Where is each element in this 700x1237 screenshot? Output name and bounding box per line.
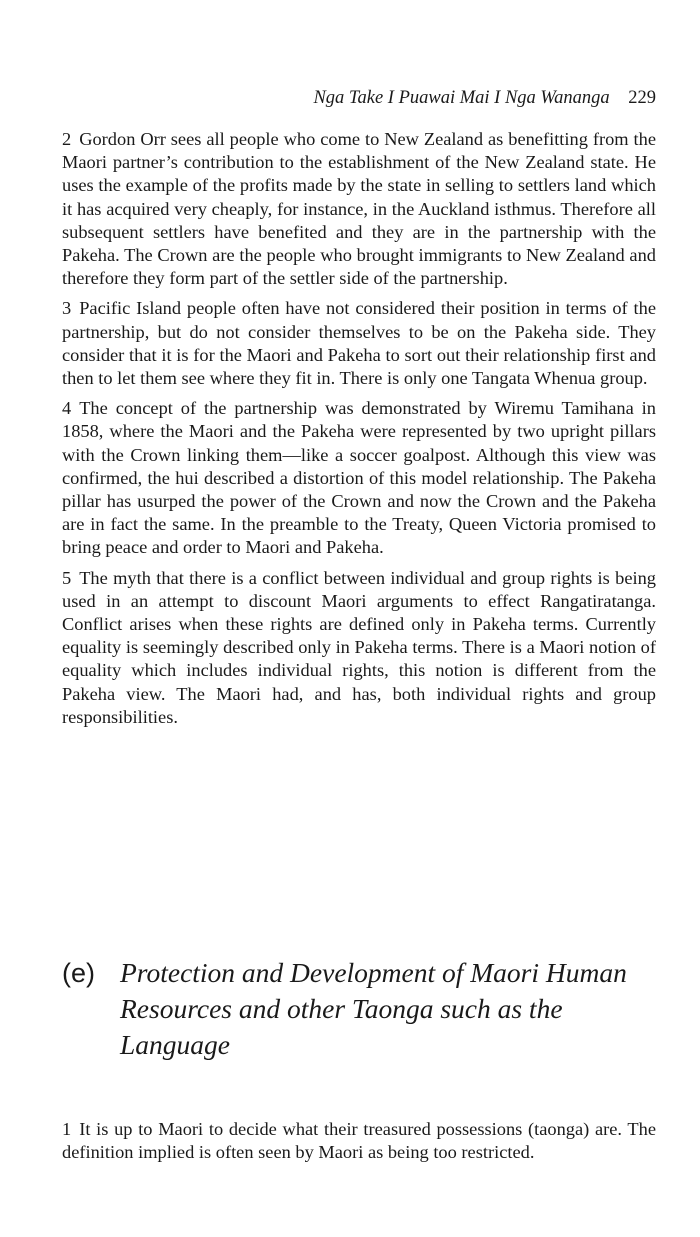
paragraph-number: 4 xyxy=(62,398,72,419)
paragraph-number: 5 xyxy=(62,567,72,588)
paragraph-text: The myth that there is a conflict between individual and group rights is being used in an attempt to discount Maori arguments to effect Rangatiratanga. Conflict arises when these rights are defined only in Pakeha terms. Currently equality is seemingly described only in Pakeha terms. There is a Maori notion of equality which includes individual rights, this notion is different from the Pakeha view. The Maori had, and has, both individual rights and group responsibilities. xyxy=(62,567,656,727)
paragraph-4 xyxy=(62,397,656,559)
section-letter: (e) xyxy=(62,958,95,988)
paragraph-text: Gordon Orr sees all people who come to New Zealand as benefitting from the Maori partner’s contribution to the establishment of the New Zealand state. He uses the example of the profits made by the state in selling to settlers land which it has acquired very cheaply, for instance, in the Auckland isthmus. Therefore all subsequent settlers have benefited and they are in the partnership with the Pakeha. The Crown are the people who brought immigrants to New Zealand and therefore they form part of the settler side of the partnership. xyxy=(62,129,656,289)
paragraph-text: Pacific Island people often have not considered their position in terms of the partnership, but do not consider themselves to be on the Pakeha side. They consider that it is for the Maori and Pakeha to sort out their relationship first and then to let them see where they fit in. There is only one Tangata Whenua group. xyxy=(62,298,656,389)
page-number: 229 xyxy=(628,88,656,108)
running-head-title: Nga Take I Puawai Mai I Nga Wananga xyxy=(313,88,610,108)
section-body xyxy=(62,1118,656,1171)
paragraph-text: The concept of the partnership was demonstrated by Wiremu Tamihana in 1858, where the Maori and the Pakeha were represented by two upright pillars with the Crown linking them—like a soccer goalpost. Although this view was confirmed, the hui described a distortion of this model relationship. The Pakeha pillar has usurped the power of the Crown and now the Crown and the Pakeha are in fact the same. In the preamble to the Treaty, Queen Victoria promised to bring peace and order to Maori and Pakeha. xyxy=(62,398,656,558)
body-text xyxy=(62,128,656,736)
running-head xyxy=(313,88,656,109)
paragraph-5 xyxy=(62,567,656,729)
paragraph-number: 1 xyxy=(62,1119,72,1139)
paragraph-2 xyxy=(62,128,656,290)
paragraph-1 xyxy=(62,1118,656,1164)
paragraph-number: 3 xyxy=(62,298,72,319)
paragraph-text: It is up to Maori to decide what their treasured possessions (taonga) are. The definition implied is often seen by Maori as being too restricted. xyxy=(62,1119,656,1163)
paragraph-3 xyxy=(62,297,656,390)
paragraph-number: 2 xyxy=(62,129,72,149)
section-title: Protection and Development of Maori Human Resources and other Taonga such as the Language xyxy=(120,957,627,1060)
